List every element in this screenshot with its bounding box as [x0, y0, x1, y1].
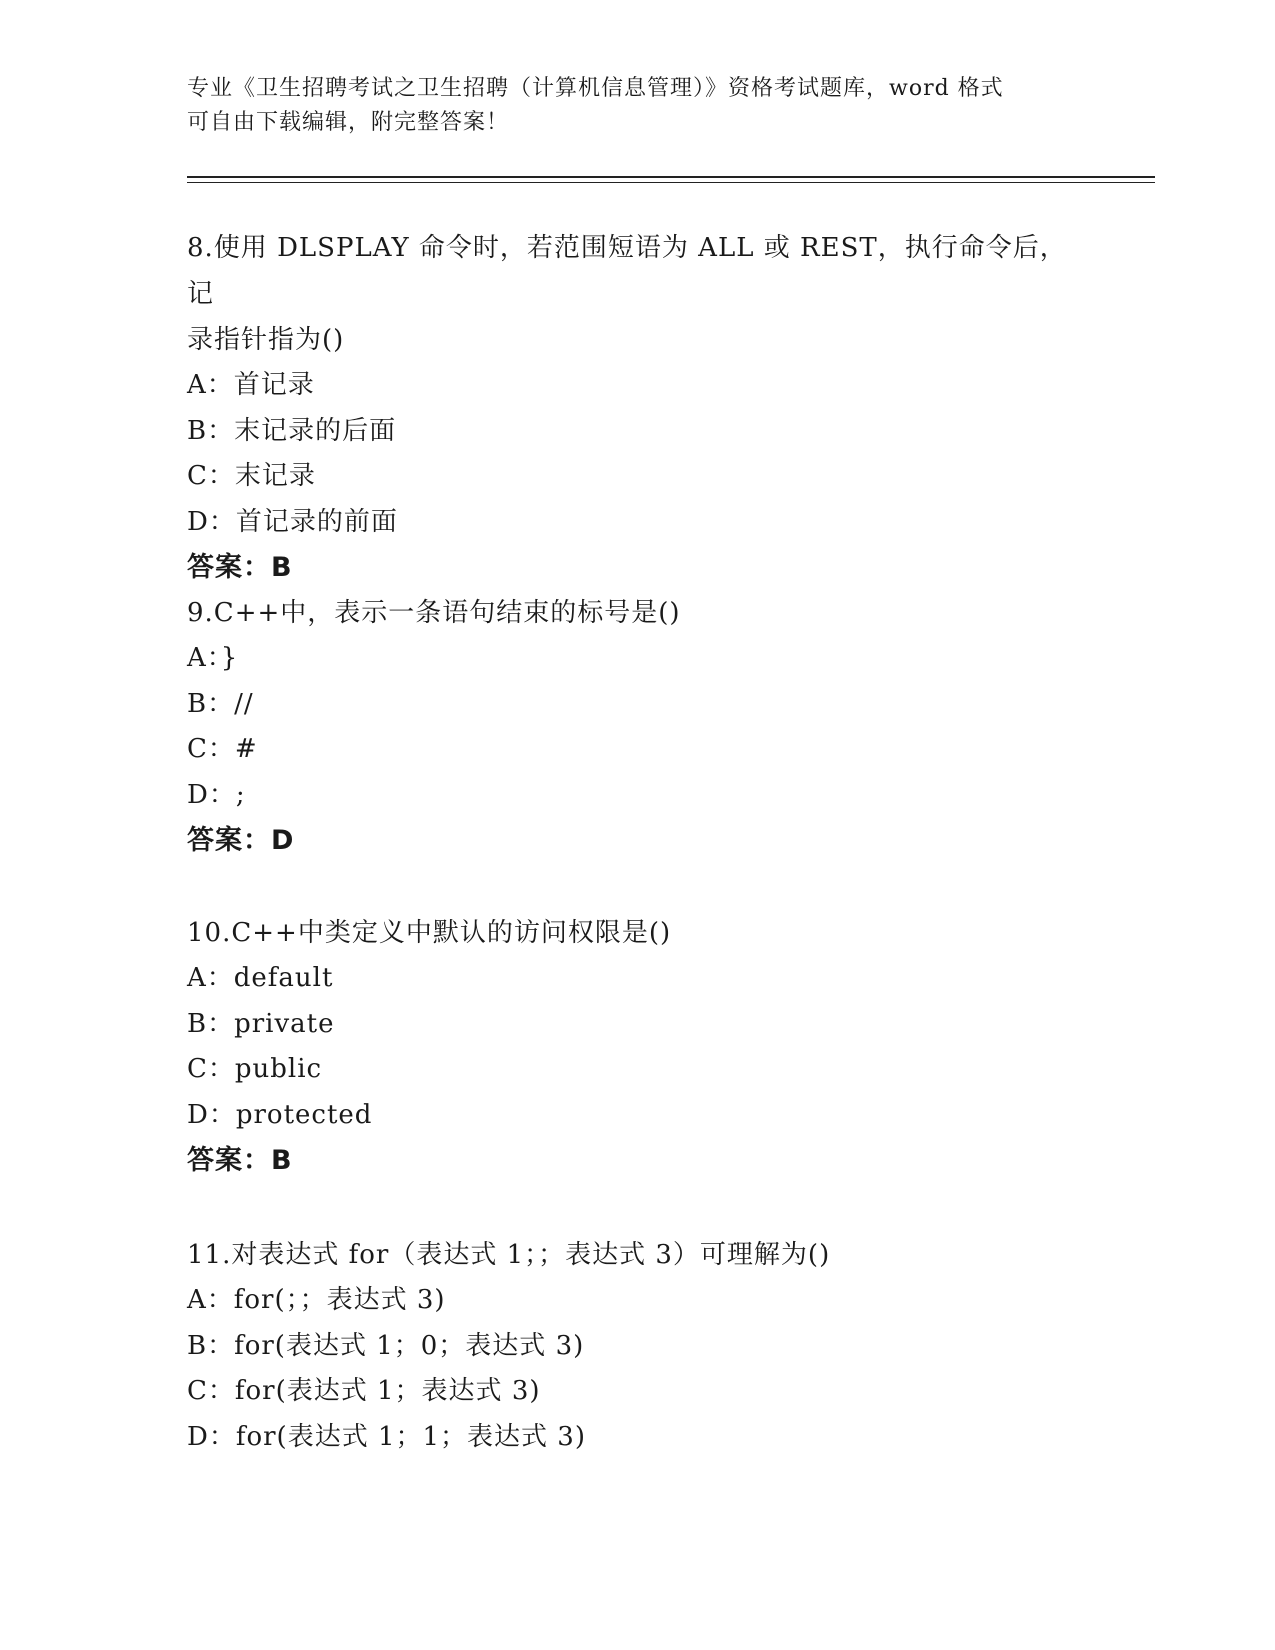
option-c: C：#	[187, 734, 258, 764]
option-b: B：末记录的后面	[187, 415, 397, 446]
question-stem: 8.使用 DLSPLAY 命令时，若范围短语为 ALL 或 REST，执行命令后，记	[187, 233, 1067, 309]
header-line-1: 专业《卫生招聘考试之卫生招聘（计算机信息管理）》资格考试题库，word 格式	[187, 76, 1004, 101]
question-stem: 10.C++中类定义中默认的访问权限是()	[187, 918, 672, 948]
option-c: C：public	[187, 1054, 323, 1084]
option-b: B：for(表达式 1；0；表达式 3)	[187, 1330, 585, 1361]
question-stem: 11.对表达式 for（表达式 1；；表达式 3）可理解为()	[187, 1240, 831, 1270]
option-a: A：首记录	[187, 370, 315, 400]
question-11	[187, 1232, 1087, 1460]
question-8	[187, 225, 1087, 591]
document-header	[187, 72, 1067, 140]
option-a: A：}	[187, 643, 239, 673]
option-d: D：for(表达式 1；1；表达式 3)	[187, 1421, 586, 1452]
question-9	[187, 590, 1087, 864]
question-stem-continued: 录指针指为()	[187, 325, 345, 355]
option-d: D：protected	[187, 1099, 373, 1130]
option-d: D：首记录的前面	[187, 506, 398, 537]
option-b: B：//	[187, 688, 254, 719]
answer: 答案：B	[187, 552, 293, 583]
option-c: C：for(表达式 1；表达式 3)	[187, 1376, 541, 1406]
answer: 答案：B	[187, 1145, 293, 1176]
option-d: D：;	[187, 779, 246, 810]
answer: 答案：D	[187, 825, 295, 856]
option-c: C：末记录	[187, 461, 316, 491]
option-a: A：for(；；表达式 3)	[187, 1285, 446, 1315]
option-b: B：private	[187, 1008, 335, 1039]
question-stem: 9.C++中，表示一条语句结束的标号是()	[187, 598, 681, 628]
question-10	[187, 910, 1087, 1184]
option-a: A：default	[187, 963, 334, 993]
header-divider	[187, 176, 1155, 178]
header-line-2: 可自由下载编辑，附完整答案！	[187, 110, 510, 135]
header-divider-thin	[187, 182, 1155, 183]
